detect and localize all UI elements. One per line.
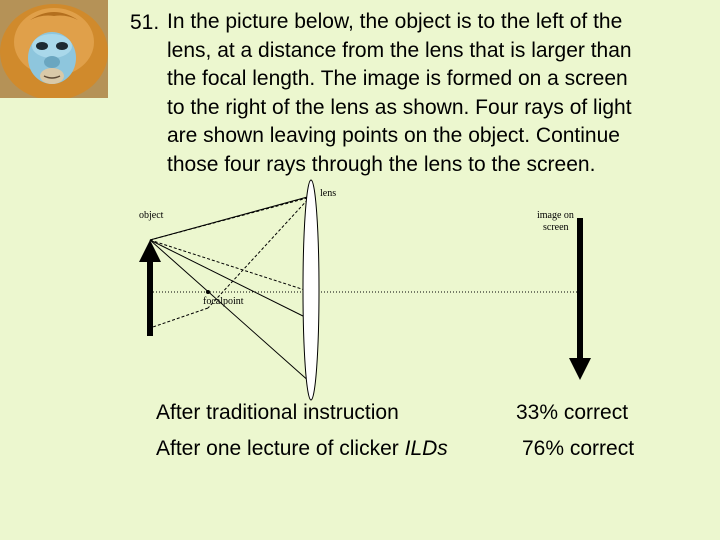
result-row1-label: After traditional instruction: [156, 401, 399, 424]
image-label-line2: screen: [543, 222, 569, 233]
result-row2-value: 76% correct: [522, 437, 635, 460]
question-line: to the right of the lens as shown. Four rays of light: [167, 95, 632, 119]
ray-dashed-to-lens-mid: [150, 240, 311, 292]
focal-point-dot: [206, 290, 210, 294]
result-row1-value: 33% correct: [516, 401, 629, 424]
object-label: object: [139, 210, 164, 221]
ray-dashed-focal-continue: [150, 308, 208, 328]
ray-top-to-lens-mid: [150, 240, 311, 320]
focal-point-label: focalpoint: [203, 296, 244, 307]
image-arrowhead: [569, 358, 591, 380]
lens: [303, 180, 319, 400]
question-number: 51.: [130, 11, 160, 34]
lens-label: lens: [320, 188, 337, 199]
question-line: those four rays through the lens to the screen.: [167, 152, 596, 176]
result-row2-label-italic: ILDs: [404, 437, 448, 460]
question-line: lens, at a distance from the lens that is larger than: [167, 38, 632, 62]
result-row2-label-prefix: After one lecture of clicker: [156, 437, 405, 460]
question-line: the focal length. The image is formed on a screen: [167, 67, 628, 91]
ray-dashed-from-lens-top: [208, 196, 311, 308]
ray-through-focal-point: [150, 240, 311, 383]
result-row2-label: [156, 437, 448, 461]
question-line: are shown leaving points on the object. Continue: [167, 124, 620, 148]
image-label-line1: image on: [537, 210, 574, 221]
question-line: In the picture below, the object is to the left of the: [167, 10, 623, 33]
